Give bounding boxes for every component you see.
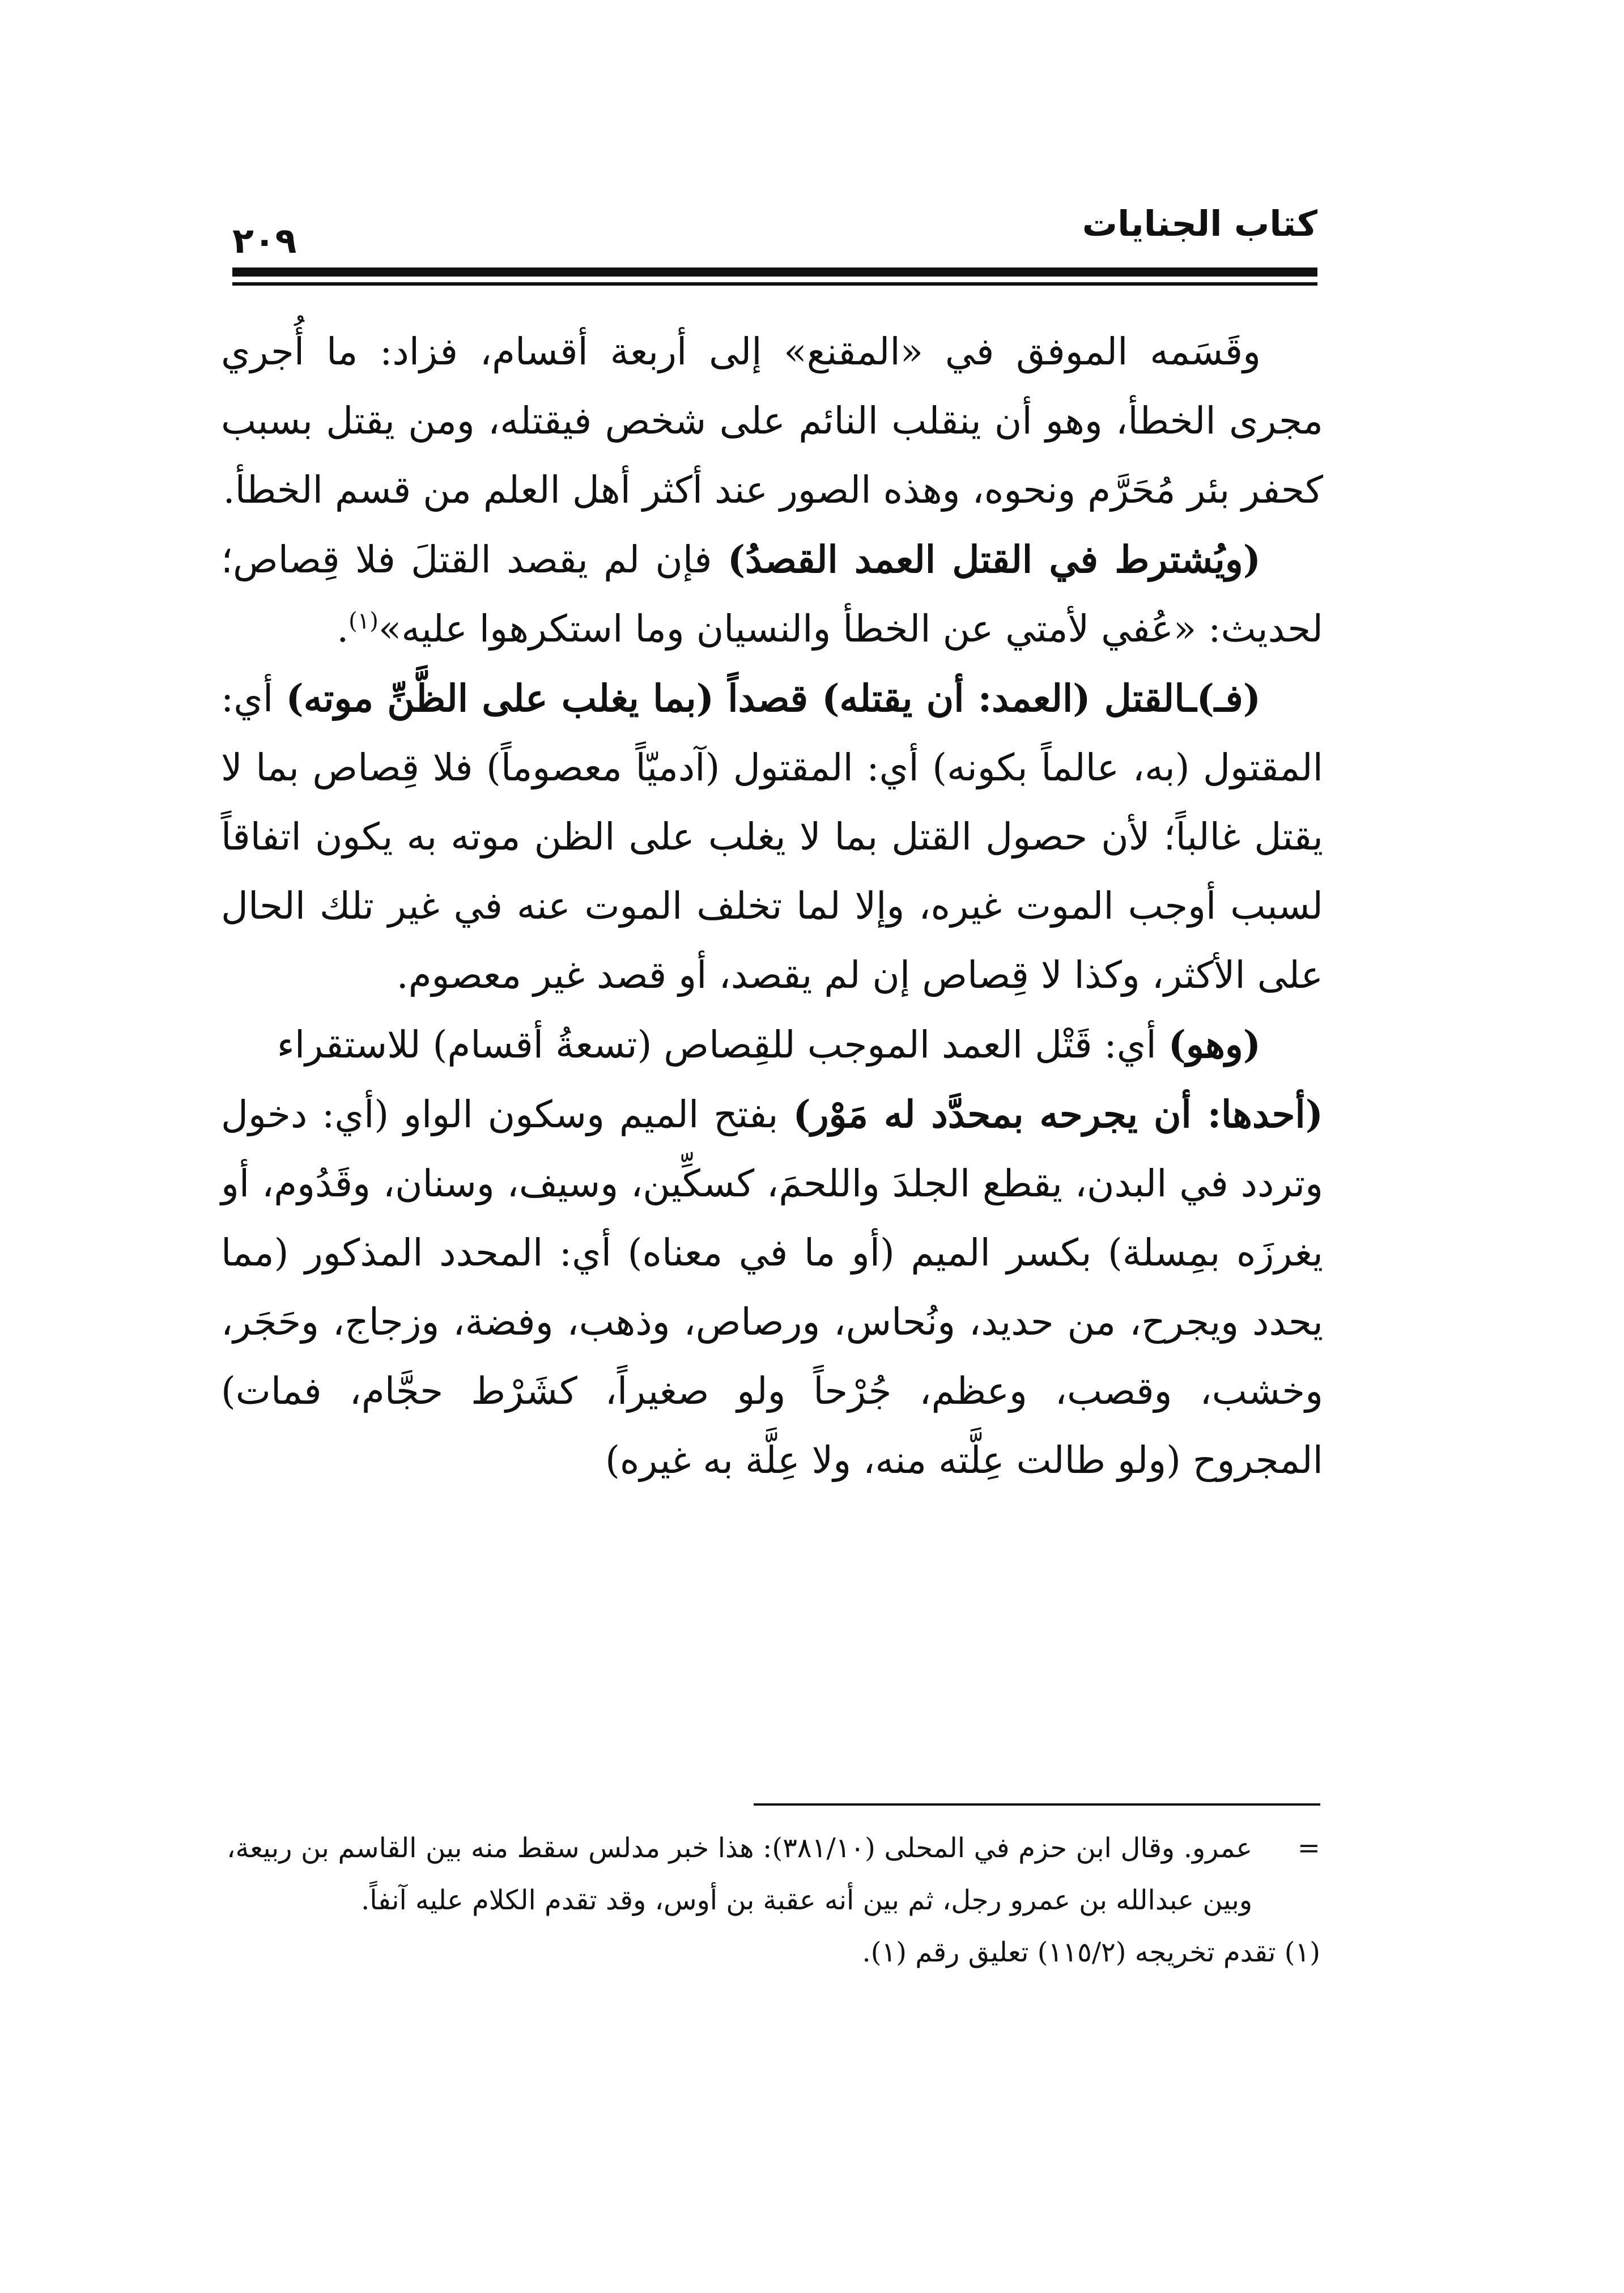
header-rule-thin [232, 282, 1317, 286]
page-number: ٢٠٩ [232, 220, 297, 261]
running-header [232, 198, 1317, 266]
paragraph-4 [221, 1010, 1323, 1080]
footnote-1: (١) تقدم تخريجه (١١٥/٢) تعليق رقم (١). [862, 1937, 1320, 1968]
paragraph-3-text: أي: المقتول (به، عالماً بكونه) أي: المقتول (آدميّاً معصوماً) فلا قِصاص بما لا يقتل غالباً؛ لأن حصول القتل بما لا يغلب على الظن موته به يكون اتفاقاً لسبب أوجب الموت غيره، وإلا لما تخلف الموت عنه في غير تلك الحال على الأكثر، وكذا لا قِصاص إن لم يقصد، أو قصد غير معصوم. [221, 677, 1323, 997]
book-title: كتاب الجنايات [1082, 203, 1317, 244]
footnote-continuation-text: عمرو. وقال ابن حزم في المحلى (٣٨١/١٠): هذا خبر مدلس سقط منه بين القاسم بن ربيعة، وبين عبدالله بن عمرو رجل، ثم بين أنه عقبة بن أوس، وقد تقدم الكلام عليه آنفاً. [227, 1832, 1253, 1916]
main-text [221, 317, 1323, 1495]
paragraph-2 [221, 525, 1323, 664]
paragraph-3 [221, 664, 1323, 1010]
header-rule-thick [232, 267, 1317, 277]
paragraph-5 [221, 1080, 1323, 1495]
continuation-mark: = [1297, 1832, 1320, 1864]
paragraph-1: وقَسَمه الموفق في «المقنع» إلى أربعة أقسام، فزاد: ما أُجري مجرى الخطأ، وهو أن ينقلب النائم على شخص فيقتله، ومن يقتل بسبب كحفر بئر مُحَرَّم ونحوه، وهذه الصور عند أكثر أهل العلم من قسم الخطأ. [221, 330, 1323, 512]
paragraph-4-bold: (وهو) [1168, 1022, 1261, 1067]
footnote-divider [754, 1803, 1320, 1806]
paragraph-3-bold: (فـ)ـالقتل (العمد: أن يقتله) قصداً (بما يغلب على الظَّنِّ موته) [286, 676, 1261, 720]
paragraph-5-text: بفتح الميم وسكون الواو (أي: دخول وتردد في البدن، يقطع الجلدَ واللحمَ، كسكِّين، وسيف، وسنان، وقَدُوم، أو يغرزَه بمِسلة) بكسر الميم (أو ما في معناه) أي: المحدد المذكور (مما يحدد ويجرح، من حديد، ونُحاس، ورصاص، وذهب، وفضة، وزجاج، وحَجَر، وخشب، وقصب، وعظم، جُرْحاً ولو صغيراً، كشَرْط حجَّام، فمات) المجروح (ولو طالت عِلَّته منه، ولا عِلَّة به غيره) [221, 1093, 1323, 1482]
footnote-continuation [227, 1822, 1320, 1926]
footnotes [227, 1822, 1320, 1978]
footnote-ref-1: (١) [348, 608, 379, 634]
paragraph-2-bold: (ويُشترط في القتل العمد القصدُ) [727, 537, 1261, 581]
paragraph-2-end: . [337, 607, 349, 651]
paragraph-2-text: فإن لم يقصد القتلَ فلا قِصاص؛ لحديث: «عُفي لأمتي عن الخطأ والنسيان وما استكرهوا عليه» [221, 538, 1323, 651]
paragraph-5-bold: (أحدها: أن يجرحه بمحدَّد له مَوْر) [793, 1092, 1323, 1136]
paragraph-4-text: أي: قَتْل العمد الموجب للقِصاص (تسعةُ أقسام) للاستقراء [277, 1023, 1168, 1067]
